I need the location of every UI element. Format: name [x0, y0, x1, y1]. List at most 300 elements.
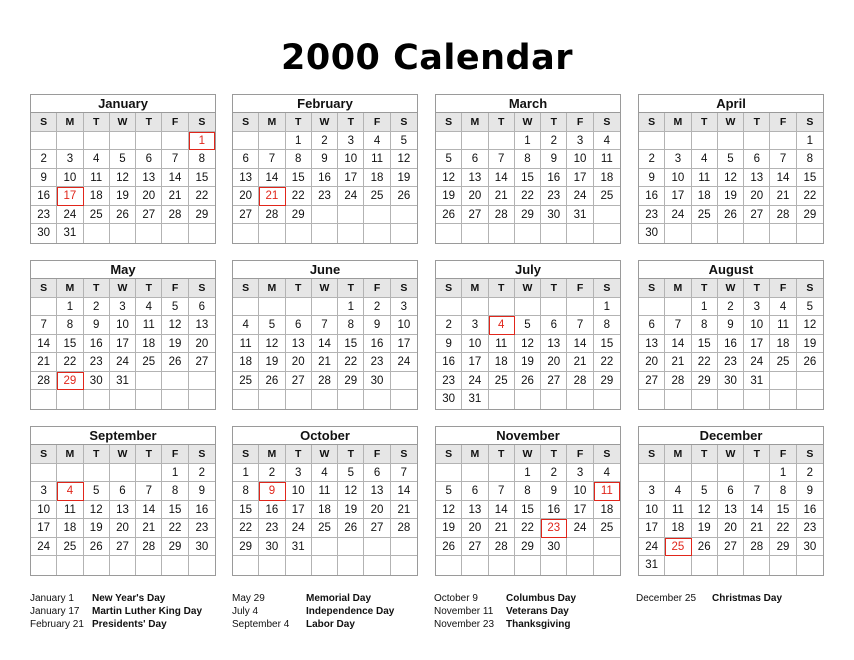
empty-day-cell: [364, 538, 390, 557]
weekday-header: F: [770, 113, 796, 132]
day-cell: 2: [541, 132, 567, 151]
day-cell: 29: [189, 206, 215, 225]
day-cell: 27: [744, 206, 770, 225]
day-cell: 6: [189, 298, 215, 317]
empty-day-cell: [136, 224, 162, 243]
weekday-header: T: [489, 279, 515, 298]
weekday-header: F: [162, 113, 188, 132]
empty-day-cell: [489, 390, 515, 409]
day-cell: 9: [31, 169, 57, 188]
page-title: 2000 Calendar: [281, 38, 573, 78]
empty-day-cell: [189, 390, 215, 409]
day-cell: 11: [770, 316, 796, 335]
day-cell: 4: [136, 298, 162, 317]
weekday-header: T: [744, 445, 770, 464]
day-cell: 30: [718, 372, 744, 391]
day-cell: 13: [744, 169, 770, 188]
empty-day-cell: [162, 390, 188, 409]
day-cell: 1: [594, 298, 620, 317]
empty-day-cell: [770, 390, 796, 409]
day-cell: 25: [594, 187, 620, 206]
day-cell: 1: [770, 464, 796, 483]
weekday-header: M: [57, 445, 83, 464]
holiday-entry: [434, 592, 576, 605]
day-cell: 10: [286, 482, 312, 501]
empty-day-cell: [436, 132, 462, 151]
empty-day-cell: [312, 224, 338, 243]
day-cell: 12: [259, 335, 285, 354]
day-cell: 2: [84, 298, 110, 317]
empty-day-cell: [541, 224, 567, 243]
month-name: March: [436, 95, 620, 113]
day-cell: 24: [567, 187, 593, 206]
weekday-header: S: [639, 445, 665, 464]
empty-day-cell: [259, 298, 285, 317]
day-cell: 2: [541, 464, 567, 483]
day-cell: 10: [391, 316, 417, 335]
month-april: [638, 94, 824, 244]
month-grid: [639, 445, 823, 575]
day-cell: 23: [541, 187, 567, 206]
empty-day-cell: [364, 556, 390, 575]
day-cell: 27: [286, 372, 312, 391]
day-cell: 29: [594, 372, 620, 391]
day-cell: 31: [286, 538, 312, 557]
day-cell: 9: [541, 150, 567, 169]
day-cell: 18: [233, 353, 259, 372]
day-cell: 21: [312, 353, 338, 372]
month-name: January: [31, 95, 215, 113]
empty-day-cell: [797, 224, 823, 243]
day-cell: 27: [718, 538, 744, 557]
day-cell: 24: [639, 538, 665, 557]
empty-day-cell: [286, 298, 312, 317]
weekday-header: W: [718, 445, 744, 464]
day-cell: 30: [797, 538, 823, 557]
day-cell: 13: [639, 335, 665, 354]
empty-day-cell: [312, 390, 338, 409]
day-cell: 20: [233, 187, 259, 206]
holiday-entry: [232, 592, 394, 605]
day-cell: 6: [718, 482, 744, 501]
empty-day-cell: [489, 464, 515, 483]
day-cell: 16: [364, 335, 390, 354]
day-cell: 31: [639, 556, 665, 575]
day-cell: 9: [189, 482, 215, 501]
holiday-day-cell: 4: [489, 316, 515, 335]
day-cell: 6: [744, 150, 770, 169]
weekday-header: T: [338, 279, 364, 298]
day-cell: 28: [31, 372, 57, 391]
day-cell: 28: [489, 538, 515, 557]
weekday-header: S: [391, 445, 417, 464]
day-cell: 30: [31, 224, 57, 243]
empty-day-cell: [110, 132, 136, 151]
weekday-header: T: [84, 445, 110, 464]
day-cell: 9: [312, 150, 338, 169]
day-cell: 6: [541, 316, 567, 335]
day-cell: 11: [692, 169, 718, 188]
empty-day-cell: [639, 298, 665, 317]
weekday-header: W: [110, 113, 136, 132]
day-cell: 17: [31, 519, 57, 538]
day-cell: 12: [436, 501, 462, 520]
day-cell: 30: [364, 372, 390, 391]
day-cell: 19: [692, 519, 718, 538]
day-cell: 2: [364, 298, 390, 317]
day-cell: 1: [286, 132, 312, 151]
day-cell: 10: [462, 335, 488, 354]
day-cell: 20: [110, 519, 136, 538]
day-cell: 16: [312, 169, 338, 188]
empty-day-cell: [338, 538, 364, 557]
day-cell: 3: [110, 298, 136, 317]
day-cell: 10: [338, 150, 364, 169]
day-cell: 22: [515, 187, 541, 206]
weekday-header: F: [364, 445, 390, 464]
holiday-day-cell: 1: [189, 132, 215, 151]
day-cell: 11: [594, 150, 620, 169]
day-cell: 15: [515, 169, 541, 188]
empty-day-cell: [136, 390, 162, 409]
day-cell: 26: [391, 187, 417, 206]
day-cell: 30: [541, 206, 567, 225]
day-cell: 23: [189, 519, 215, 538]
day-cell: 22: [692, 353, 718, 372]
day-cell: 3: [286, 464, 312, 483]
day-cell: 3: [744, 298, 770, 317]
day-cell: 18: [770, 335, 796, 354]
day-cell: 9: [84, 316, 110, 335]
empty-day-cell: [541, 298, 567, 317]
day-cell: 10: [665, 169, 691, 188]
weekday-header: S: [797, 279, 823, 298]
day-cell: 20: [189, 335, 215, 354]
day-cell: 23: [84, 353, 110, 372]
day-cell: 22: [594, 353, 620, 372]
weekday-header: T: [136, 113, 162, 132]
day-cell: 6: [462, 482, 488, 501]
empty-day-cell: [312, 298, 338, 317]
holiday-date: December 25: [636, 593, 697, 604]
day-cell: 1: [692, 298, 718, 317]
day-cell: 24: [338, 187, 364, 206]
day-cell: 20: [718, 519, 744, 538]
weekday-header: T: [541, 113, 567, 132]
day-cell: 8: [515, 150, 541, 169]
day-cell: 7: [162, 150, 188, 169]
empty-day-cell: [567, 390, 593, 409]
month-july: [435, 260, 621, 410]
day-cell: 8: [770, 482, 796, 501]
weekday-header: W: [718, 113, 744, 132]
day-cell: 31: [567, 206, 593, 225]
empty-day-cell: [718, 556, 744, 575]
day-cell: 8: [594, 316, 620, 335]
holiday-entry: [232, 618, 394, 631]
day-cell: 8: [797, 150, 823, 169]
holiday-entry: [232, 605, 394, 618]
day-cell: 11: [312, 482, 338, 501]
empty-day-cell: [391, 390, 417, 409]
day-cell: 24: [462, 372, 488, 391]
day-cell: 19: [84, 519, 110, 538]
day-cell: 16: [541, 501, 567, 520]
day-cell: 8: [189, 150, 215, 169]
holiday-day-cell: 23: [541, 519, 567, 538]
month-name: November: [436, 427, 620, 445]
day-cell: 20: [541, 353, 567, 372]
day-cell: 10: [639, 501, 665, 520]
day-cell: 4: [233, 316, 259, 335]
holiday-date: November 23: [434, 619, 495, 630]
weekday-header: W: [312, 113, 338, 132]
empty-day-cell: [110, 390, 136, 409]
day-cell: 26: [436, 538, 462, 557]
month-grid: [639, 113, 823, 243]
day-cell: 20: [462, 187, 488, 206]
day-cell: 10: [110, 316, 136, 335]
empty-day-cell: [770, 224, 796, 243]
holiday-entry: [30, 592, 202, 605]
day-cell: 12: [436, 169, 462, 188]
empty-day-cell: [594, 556, 620, 575]
weekday-header: T: [338, 113, 364, 132]
day-cell: 12: [110, 169, 136, 188]
day-cell: 17: [567, 501, 593, 520]
day-cell: 12: [338, 482, 364, 501]
empty-day-cell: [462, 464, 488, 483]
day-cell: 2: [436, 316, 462, 335]
day-cell: 23: [312, 187, 338, 206]
weekday-header: S: [797, 445, 823, 464]
empty-day-cell: [489, 298, 515, 317]
holiday-name: Presidents' Day: [92, 619, 167, 630]
day-cell: 26: [515, 372, 541, 391]
day-cell: 15: [162, 501, 188, 520]
day-cell: 12: [162, 316, 188, 335]
day-cell: 7: [770, 150, 796, 169]
empty-day-cell: [489, 556, 515, 575]
day-cell: 3: [665, 150, 691, 169]
weekday-header: S: [31, 113, 57, 132]
month-june: [232, 260, 418, 410]
holiday-date: November 11: [434, 606, 494, 617]
empty-day-cell: [57, 556, 83, 575]
empty-day-cell: [718, 132, 744, 151]
empty-day-cell: [162, 224, 188, 243]
day-cell: 25: [233, 372, 259, 391]
weekday-header: M: [57, 113, 83, 132]
day-cell: 25: [364, 187, 390, 206]
holiday-column: [30, 592, 202, 631]
empty-day-cell: [84, 390, 110, 409]
day-cell: 11: [84, 169, 110, 188]
empty-day-cell: [338, 390, 364, 409]
day-cell: 14: [259, 169, 285, 188]
day-cell: 17: [338, 169, 364, 188]
empty-day-cell: [744, 132, 770, 151]
holiday-column: [232, 592, 394, 631]
day-cell: 22: [233, 519, 259, 538]
holiday-name: Labor Day: [306, 619, 355, 630]
day-cell: 11: [136, 316, 162, 335]
day-cell: 21: [489, 187, 515, 206]
day-cell: 19: [259, 353, 285, 372]
holiday-day-cell: 11: [594, 482, 620, 501]
day-cell: 19: [797, 335, 823, 354]
month-name: August: [639, 261, 823, 279]
day-cell: 21: [31, 353, 57, 372]
empty-day-cell: [462, 132, 488, 151]
weekday-header: S: [436, 113, 462, 132]
day-cell: 26: [84, 538, 110, 557]
day-cell: 29: [797, 206, 823, 225]
empty-day-cell: [57, 390, 83, 409]
weekday-header: S: [639, 279, 665, 298]
month-name: October: [233, 427, 417, 445]
month-october: [232, 426, 418, 576]
weekday-header: F: [770, 279, 796, 298]
day-cell: 3: [338, 132, 364, 151]
day-cell: 1: [338, 298, 364, 317]
day-cell: 30: [639, 224, 665, 243]
holiday-date: January 1: [30, 593, 74, 604]
holiday-entry: [434, 605, 576, 618]
empty-day-cell: [541, 390, 567, 409]
day-cell: 28: [665, 372, 691, 391]
day-cell: 17: [744, 335, 770, 354]
day-cell: 30: [541, 538, 567, 557]
empty-day-cell: [567, 298, 593, 317]
weekday-header: M: [259, 445, 285, 464]
day-cell: 27: [233, 206, 259, 225]
weekday-header: M: [259, 279, 285, 298]
day-cell: 7: [391, 464, 417, 483]
weekday-header: M: [462, 445, 488, 464]
month-name: February: [233, 95, 417, 113]
empty-day-cell: [364, 206, 390, 225]
month-march: [435, 94, 621, 244]
holiday-date: January 17: [30, 606, 80, 617]
day-cell: 19: [436, 187, 462, 206]
day-cell: 17: [391, 335, 417, 354]
empty-day-cell: [84, 464, 110, 483]
day-cell: 3: [567, 464, 593, 483]
weekday-header: T: [489, 113, 515, 132]
day-cell: 16: [259, 501, 285, 520]
empty-day-cell: [515, 390, 541, 409]
weekday-header: S: [233, 113, 259, 132]
empty-day-cell: [665, 224, 691, 243]
day-cell: 28: [567, 372, 593, 391]
empty-day-cell: [639, 132, 665, 151]
day-cell: 17: [639, 519, 665, 538]
weekday-header: S: [797, 113, 823, 132]
empty-day-cell: [364, 224, 390, 243]
day-cell: 24: [665, 206, 691, 225]
day-cell: 16: [189, 501, 215, 520]
day-cell: 29: [233, 538, 259, 557]
day-cell: 18: [136, 335, 162, 354]
empty-day-cell: [312, 538, 338, 557]
day-cell: 23: [639, 206, 665, 225]
weekday-header: S: [391, 279, 417, 298]
day-cell: 4: [770, 298, 796, 317]
empty-day-cell: [744, 556, 770, 575]
day-cell: 2: [639, 150, 665, 169]
day-cell: 16: [718, 335, 744, 354]
holiday-name: Martin Luther King Day: [92, 606, 203, 617]
day-cell: 27: [136, 206, 162, 225]
day-cell: 20: [286, 353, 312, 372]
day-cell: 12: [692, 501, 718, 520]
day-cell: 15: [189, 169, 215, 188]
day-cell: 27: [462, 206, 488, 225]
day-cell: 13: [462, 501, 488, 520]
weekday-header: M: [462, 279, 488, 298]
empty-day-cell: [286, 556, 312, 575]
day-cell: 16: [541, 169, 567, 188]
empty-day-cell: [797, 390, 823, 409]
month-february: [232, 94, 418, 244]
weekday-header: F: [770, 445, 796, 464]
empty-day-cell: [797, 372, 823, 391]
day-cell: 18: [312, 501, 338, 520]
day-cell: 21: [744, 519, 770, 538]
empty-day-cell: [57, 464, 83, 483]
day-cell: 24: [110, 353, 136, 372]
day-cell: 2: [31, 150, 57, 169]
day-cell: 6: [136, 150, 162, 169]
day-cell: 13: [110, 501, 136, 520]
empty-day-cell: [286, 390, 312, 409]
empty-day-cell: [31, 132, 57, 151]
empty-day-cell: [31, 298, 57, 317]
day-cell: 15: [233, 501, 259, 520]
day-cell: 2: [718, 298, 744, 317]
empty-day-cell: [665, 390, 691, 409]
day-cell: 11: [665, 501, 691, 520]
day-cell: 26: [110, 206, 136, 225]
day-cell: 14: [31, 335, 57, 354]
day-cell: 20: [462, 519, 488, 538]
empty-day-cell: [770, 132, 796, 151]
day-cell: 26: [797, 353, 823, 372]
day-cell: 19: [436, 519, 462, 538]
day-cell: 3: [567, 132, 593, 151]
month-january: [30, 94, 216, 244]
day-cell: 24: [31, 538, 57, 557]
day-cell: 21: [665, 353, 691, 372]
month-grid: [233, 279, 417, 409]
holiday-day-cell: 17: [57, 187, 83, 206]
day-cell: 7: [259, 150, 285, 169]
day-cell: 9: [436, 335, 462, 354]
day-cell: 17: [286, 501, 312, 520]
day-cell: 7: [567, 316, 593, 335]
day-cell: 24: [57, 206, 83, 225]
empty-day-cell: [639, 464, 665, 483]
day-cell: 27: [639, 372, 665, 391]
weekday-header: F: [364, 279, 390, 298]
day-cell: 28: [744, 538, 770, 557]
day-cell: 15: [692, 335, 718, 354]
empty-day-cell: [639, 390, 665, 409]
day-cell: 13: [718, 501, 744, 520]
empty-day-cell: [665, 132, 691, 151]
day-cell: 10: [567, 150, 593, 169]
